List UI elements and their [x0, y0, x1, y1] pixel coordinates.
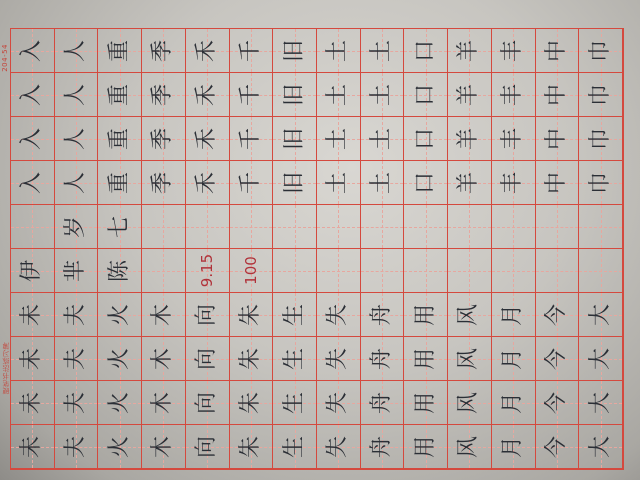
grid-cell: [230, 117, 274, 161]
character: 失: [325, 435, 351, 458]
grid-cell: [142, 425, 186, 469]
grid-cell: [492, 381, 536, 425]
grid-cell: [492, 205, 536, 249]
character: 禾: [194, 127, 220, 150]
character: 失: [325, 303, 351, 326]
grid-cell: [55, 381, 99, 425]
grid-cell: [230, 205, 274, 249]
grid-cell: [273, 29, 317, 73]
character: 月: [500, 391, 526, 414]
character: 入: [19, 171, 45, 194]
character: 季: [150, 127, 176, 150]
grid-cell: [273, 425, 317, 469]
grid-cell: [448, 381, 492, 425]
grid-cell: [98, 381, 142, 425]
grid-cell: [230, 381, 274, 425]
grid-cell: [55, 293, 99, 337]
character: 人: [63, 83, 89, 106]
grid-cell: [230, 29, 274, 73]
character: 木: [150, 303, 176, 326]
grid-cell: [579, 205, 623, 249]
sheet-code: 204-54: [1, 44, 9, 72]
grid-cell: [186, 161, 230, 205]
character: 丰: [500, 127, 526, 150]
grid-cell: [273, 293, 317, 337]
character: 旧: [281, 171, 307, 194]
character: 风: [456, 435, 482, 458]
grid-cell: [579, 161, 623, 205]
character: 朱: [237, 435, 263, 458]
character: 未: [19, 435, 45, 458]
grid-cell: [142, 337, 186, 381]
character: 中: [543, 39, 569, 62]
grid-cell: [55, 249, 99, 293]
grid-cell: [492, 73, 536, 117]
grid-cell: [448, 205, 492, 249]
grid-cell: [492, 425, 536, 469]
character: 入: [19, 83, 45, 106]
character: 季: [150, 83, 176, 106]
grid-cell: [536, 337, 580, 381]
grid-cell: [536, 293, 580, 337]
writing-grid: [10, 28, 624, 470]
grid-cell: [55, 337, 99, 381]
grid-cell: [361, 73, 405, 117]
character: 生: [281, 347, 307, 370]
character: 千: [237, 39, 263, 62]
character: 巾: [587, 39, 613, 62]
grid-cell: [98, 425, 142, 469]
character: 羊: [456, 127, 482, 150]
character: 巾: [587, 171, 613, 194]
character: 月: [500, 303, 526, 326]
grid-cell: [55, 73, 99, 117]
character: 向: [194, 391, 220, 414]
character: 伊: [19, 259, 45, 282]
grid-cell: [536, 161, 580, 205]
grid-cell: [536, 425, 580, 469]
character: 巾: [587, 83, 613, 106]
character: 朱: [237, 391, 263, 414]
grid-cell: [273, 73, 317, 117]
grid-cell: [230, 73, 274, 117]
grid-cell: [11, 161, 55, 205]
grid-cell: [230, 161, 274, 205]
character: 土: [369, 127, 395, 150]
grid-cell: [273, 337, 317, 381]
grid-cell: [404, 117, 448, 161]
grid-cell: [11, 117, 55, 161]
grid-cell: [536, 29, 580, 73]
character: 陈: [106, 259, 132, 282]
character: 重: [106, 127, 132, 150]
character: 禾: [194, 83, 220, 106]
grid-cell: [11, 425, 55, 469]
grid-cell: [317, 249, 361, 293]
character: 土: [369, 171, 395, 194]
character: 七: [106, 215, 132, 238]
grid-cell: [142, 73, 186, 117]
character: 木: [150, 435, 176, 458]
grid-cell: [361, 29, 405, 73]
character: 芈: [63, 259, 89, 282]
grid-cell: [404, 249, 448, 293]
grid-cell: [142, 381, 186, 425]
grid-cell: [142, 29, 186, 73]
grid-cell: [273, 205, 317, 249]
grid-cell: [186, 381, 230, 425]
character: 舟: [369, 391, 395, 414]
grid-cell: [230, 293, 274, 337]
character: 风: [456, 391, 482, 414]
character: 木: [150, 347, 176, 370]
grid-cell: [536, 381, 580, 425]
red-grade-mark: 100: [241, 256, 260, 285]
grid-cell: [536, 73, 580, 117]
character: 口: [412, 171, 438, 194]
character: 土: [369, 39, 395, 62]
grid-cell: [361, 293, 405, 337]
grid-cell: [273, 249, 317, 293]
red-grade-mark: 9.15: [197, 253, 216, 288]
character: 大: [587, 391, 613, 414]
character: 旧: [281, 83, 307, 106]
grid-cell: [317, 73, 361, 117]
character: 用: [412, 347, 438, 370]
character: 舟: [369, 435, 395, 458]
character: 丰: [500, 171, 526, 194]
character: 风: [456, 347, 482, 370]
grid-cell: [536, 249, 580, 293]
grid-cell: [448, 249, 492, 293]
character: 用: [412, 303, 438, 326]
grid-cell: [11, 381, 55, 425]
grid-cell: [317, 117, 361, 161]
grid-cell: [361, 381, 405, 425]
grid-cell: [98, 29, 142, 73]
character: 今: [543, 303, 569, 326]
grid-cell: [361, 249, 405, 293]
character: 土: [325, 127, 351, 150]
grid-cell: [361, 425, 405, 469]
grid-cell: [142, 249, 186, 293]
grid-cell: [55, 161, 99, 205]
grid-cell: [404, 425, 448, 469]
character: 禾: [194, 171, 220, 194]
grid-cell: [492, 293, 536, 337]
grid-cell: [448, 161, 492, 205]
grid-cell: [317, 381, 361, 425]
grid-cell: [536, 205, 580, 249]
character: 今: [543, 435, 569, 458]
grid-cell: [186, 425, 230, 469]
grid-cell: [11, 73, 55, 117]
character: 人: [63, 171, 89, 194]
grid-cell: [404, 73, 448, 117]
grid-cell: [230, 249, 274, 293]
character: 入: [19, 127, 45, 150]
character: 羊: [456, 39, 482, 62]
grid-cell: [448, 117, 492, 161]
grid-cell: [55, 29, 99, 73]
character: 季: [150, 171, 176, 194]
grid-cell: [55, 205, 99, 249]
character: 向: [194, 347, 220, 370]
character: 用: [412, 435, 438, 458]
grid-cell: [186, 117, 230, 161]
grid-cell: [142, 161, 186, 205]
character: 木: [150, 391, 176, 414]
character: 生: [281, 303, 307, 326]
character: 禾: [194, 39, 220, 62]
character: 失: [325, 391, 351, 414]
grid-cell: [186, 249, 230, 293]
character: 入: [19, 39, 45, 62]
character: 风: [456, 303, 482, 326]
grid-cell: [186, 205, 230, 249]
character: 朱: [237, 303, 263, 326]
character: 今: [543, 347, 569, 370]
character: 中: [543, 127, 569, 150]
grid-cell: [404, 293, 448, 337]
grid-cell: [448, 73, 492, 117]
character: 土: [369, 83, 395, 106]
grid-cell: [448, 425, 492, 469]
character: 千: [237, 83, 263, 106]
character: 巾: [587, 127, 613, 150]
grid-cell: [11, 337, 55, 381]
grid-cell: [579, 249, 623, 293]
character: 月: [500, 347, 526, 370]
character: 千: [237, 171, 263, 194]
character: 千: [237, 127, 263, 150]
character: 未: [19, 303, 45, 326]
grid-cell: [186, 293, 230, 337]
grid-cell: [98, 161, 142, 205]
grid-cell: [11, 29, 55, 73]
character: 生: [281, 435, 307, 458]
character: 火: [106, 303, 132, 326]
character: 土: [325, 171, 351, 194]
grid-cell: [317, 161, 361, 205]
grid-cell: [579, 73, 623, 117]
character: 今: [543, 391, 569, 414]
grid-cell: [317, 293, 361, 337]
character: 大: [587, 303, 613, 326]
grid-cell: [579, 425, 623, 469]
grid-cell: [579, 29, 623, 73]
character: 口: [412, 127, 438, 150]
grid-cell: [404, 29, 448, 73]
character: 用: [412, 391, 438, 414]
grid-cell: [361, 205, 405, 249]
character: 人: [63, 127, 89, 150]
character: 羊: [456, 83, 482, 106]
grid-cell: [98, 249, 142, 293]
character: 夫: [63, 347, 89, 370]
grid-cell: [579, 337, 623, 381]
grid-cell: [404, 161, 448, 205]
grid-cell: [361, 117, 405, 161]
character: 月: [500, 435, 526, 458]
grid-cell: [492, 337, 536, 381]
grid-cell: [317, 205, 361, 249]
character: 人: [63, 39, 89, 62]
grid-cell: [404, 337, 448, 381]
grid-cell: [579, 381, 623, 425]
character: 向: [194, 303, 220, 326]
grid-cell: [11, 205, 55, 249]
character: 舟: [369, 303, 395, 326]
character: 生: [281, 391, 307, 414]
grid-cell: [273, 117, 317, 161]
grid-cell: [186, 29, 230, 73]
character: 重: [106, 39, 132, 62]
grid-cell: [55, 425, 99, 469]
character: 土: [325, 39, 351, 62]
grid-cell: [98, 117, 142, 161]
character: 未: [19, 347, 45, 370]
grid-cell: [98, 73, 142, 117]
character: 丰: [500, 39, 526, 62]
character: 旧: [281, 39, 307, 62]
character: 朱: [237, 347, 263, 370]
grid-cell: [142, 117, 186, 161]
character: 火: [106, 435, 132, 458]
grid-cell: [186, 337, 230, 381]
grid-cell: [98, 293, 142, 337]
grid-cell: [55, 117, 99, 161]
grid-cell: [186, 73, 230, 117]
grid-cell: [230, 337, 274, 381]
grid-cell: [579, 117, 623, 161]
character: 中: [543, 171, 569, 194]
grid-cell: [492, 161, 536, 205]
grid-cell: [98, 337, 142, 381]
character: 重: [106, 171, 132, 194]
character: 口: [412, 39, 438, 62]
character: 大: [587, 435, 613, 458]
character: 失: [325, 347, 351, 370]
character: 中: [543, 83, 569, 106]
character: 夫: [63, 303, 89, 326]
grid-cell: [492, 249, 536, 293]
character: 重: [106, 83, 132, 106]
sheet-brand: 硬笔书法练习簿: [2, 342, 10, 395]
character: 土: [325, 83, 351, 106]
character: 旧: [281, 127, 307, 150]
grid-cell: [361, 337, 405, 381]
grid-cell: [142, 205, 186, 249]
grid-cell: [536, 117, 580, 161]
character: 大: [587, 347, 613, 370]
character: 口: [412, 83, 438, 106]
character: 舟: [369, 347, 395, 370]
character: 岁: [63, 215, 89, 238]
grid-cell: [142, 293, 186, 337]
grid-cell: [317, 29, 361, 73]
grid-cell: [492, 29, 536, 73]
character: 未: [19, 391, 45, 414]
grid-cell: [98, 205, 142, 249]
grid-cell: [404, 205, 448, 249]
character: 季: [150, 39, 176, 62]
character: 夫: [63, 435, 89, 458]
grid-cell: [492, 117, 536, 161]
grid-cell: [273, 161, 317, 205]
grid-cell: [404, 381, 448, 425]
character: 火: [106, 391, 132, 414]
grid-cell: [11, 293, 55, 337]
grid-cell: [361, 161, 405, 205]
grid-cell: [317, 425, 361, 469]
grid-cell: [448, 293, 492, 337]
character: 丰: [500, 83, 526, 106]
grid-cell: [273, 381, 317, 425]
grid-cell: [579, 293, 623, 337]
character: 羊: [456, 171, 482, 194]
grid-cell: [448, 29, 492, 73]
character: 夫: [63, 391, 89, 414]
grid-cell: [448, 337, 492, 381]
grid-cell: [317, 337, 361, 381]
grid-cell: [11, 249, 55, 293]
character: 火: [106, 347, 132, 370]
grid-cell: [230, 425, 274, 469]
character: 向: [194, 435, 220, 458]
